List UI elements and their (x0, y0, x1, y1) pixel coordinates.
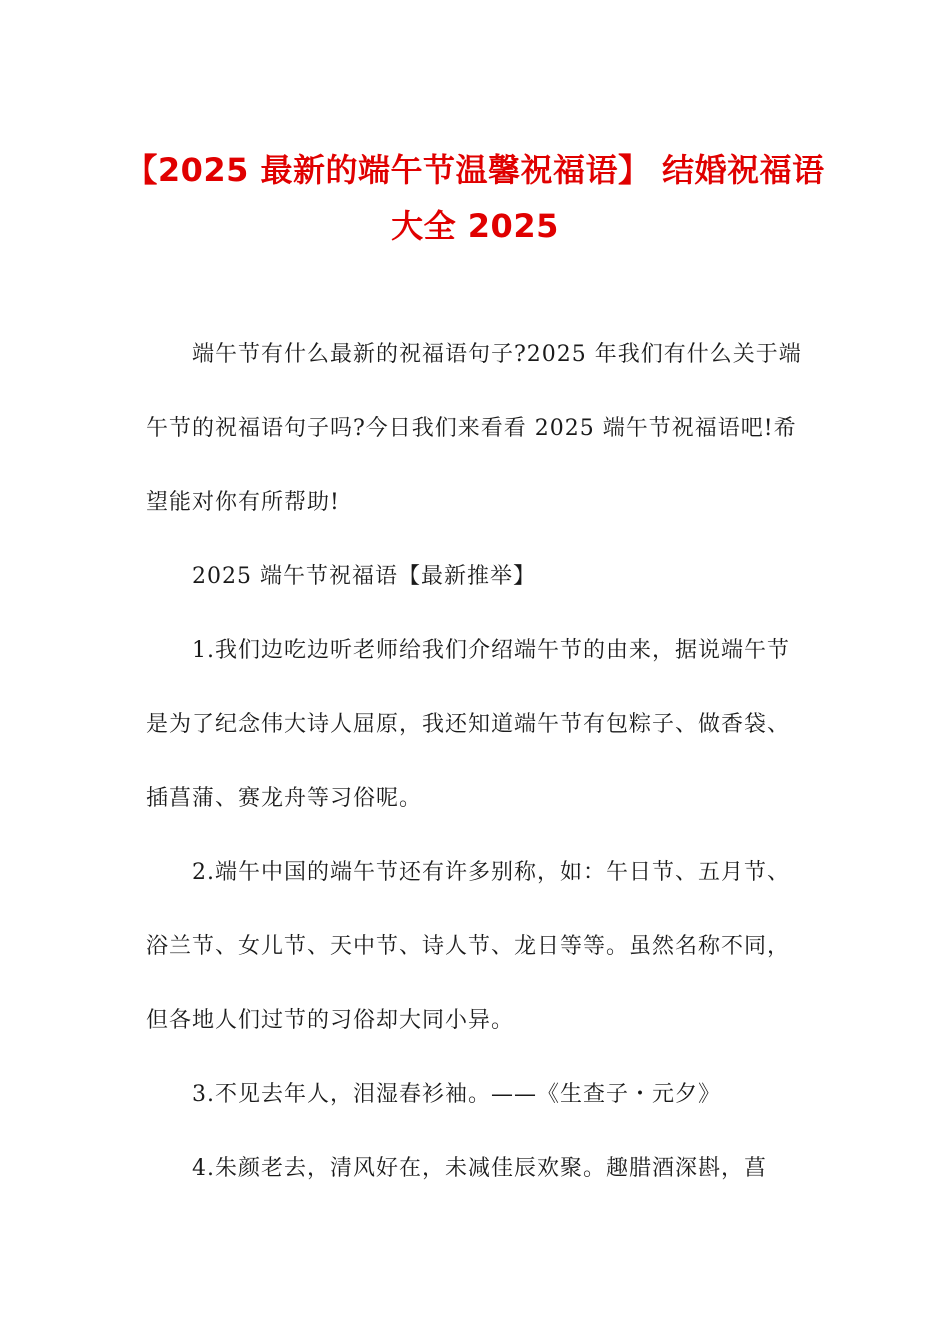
document-title: 【2025 最新的端午节温馨祝福语】 结婚祝福语大全 2025 (125, 151, 825, 245)
document-body (146, 318, 810, 1206)
intro-paragraph: 端午节有什么最新的祝福语句子?2025 年我们有什么关于端午节的祝福语句子吗?今日我们来看看 2025 端午节祝福语吧!希望能对你有所帮助! (146, 342, 802, 515)
section-heading: 2025 端午节祝福语【最新推举】 (192, 564, 536, 589)
list-item: 4.朱颜老去，清风好在，未减佳辰欢聚。趣腊酒深斟，菖 (192, 1156, 767, 1181)
list-item: 2.端午中国的端午节还有许多别称，如：午日节、五月节、浴兰节、女儿节、天中节、诗人节、龙日等等。虽然名称不同，但各地人们过节的习俗却大同小异。 (146, 860, 791, 1033)
list-item: 1.我们边吃边听老师给我们介绍端午节的由来，据说端午节是为了纪念伟大诗人屈原，我还知道端午节有包粽子、做香袋、插菖蒲、赛龙舟等习俗呢。 (146, 638, 791, 811)
list-item: 3.不见去年人，泪湿春衫袖。——《生查子・元夕》 (192, 1082, 721, 1107)
